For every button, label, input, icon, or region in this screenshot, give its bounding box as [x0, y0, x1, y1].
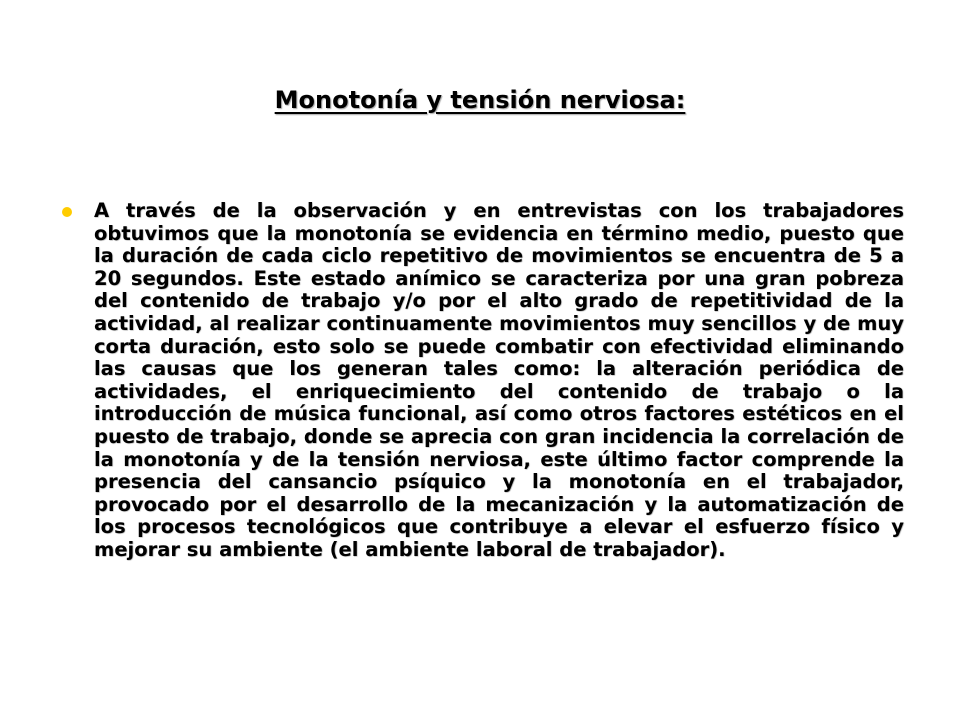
bullet-dot-icon [62, 207, 72, 217]
bullet-text: A través de la observación y en entrevistas con los trabajadores obtuvimos que la monotonía se evidencia en término medio, puesto que la duración de cada ciclo repetitivo de movimientos se encuentra de 5 a 20 segundos. Este estado anímico se caracteriza por una gran pobreza del contenido de trabajo y/o por el alto grado de repetitividad de la actividad, al realizar continuamente movimientos muy sencillos y de muy corta duración, esto solo se puede combatir con efectividad eliminando las causas que los generan tales como: la alteración periódica de actividades, el enriquecimiento del contenido de trabajo o la introducción de música funcional, así como otros factores estéticos en el puesto de trabajo, donde se aprecia con gran incidencia la correlación de la monotonía y de la tensión nerviosa, este último factor comprende la presencia del cansancio psíquico y la monotonía en el trabajador, provocado por el desarrollo de la mecanización y la automatización de los procesos tecnológicos que contribuye a elevar el esfuerzo físico y mejorar su ambiente (el ambiente laboral de trabajador). [94, 199, 904, 561]
slide-title [0, 86, 960, 114]
bullet-item [58, 200, 904, 562]
slide-title-text: Monotonía y tensión nerviosa: [274, 86, 686, 114]
bullet-list [58, 200, 904, 562]
